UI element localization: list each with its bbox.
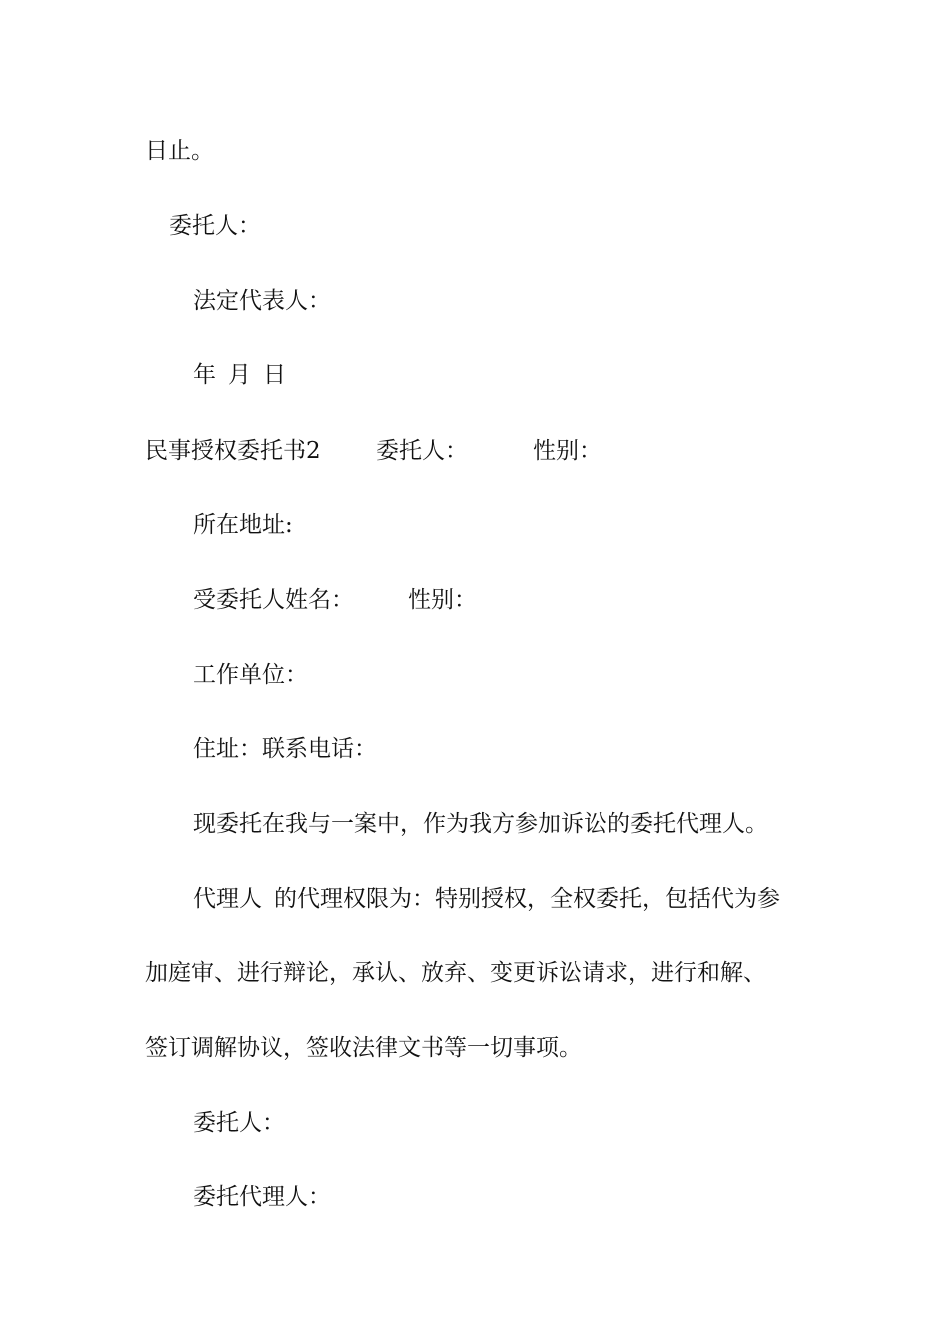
agent-name-label: 受委托人姓名： bbox=[193, 587, 354, 613]
authority-text-2: 加庭审、进行辩论，承认、放弃、变更诉讼请求，进行和解、 bbox=[145, 960, 766, 986]
principal-signature-label: 委托人： bbox=[193, 1110, 285, 1136]
agent-word: 代理人 bbox=[193, 886, 262, 912]
text-line-agent-name bbox=[193, 585, 354, 615]
entrustment-text: 现委托在我与一案中，作为我方参加诉讼的委托代理人。 bbox=[193, 811, 768, 837]
date-month: 月 bbox=[228, 362, 251, 388]
agent-signature-label: 委托代理人： bbox=[193, 1184, 331, 1210]
text-line-residence-phone bbox=[193, 734, 377, 764]
text-line-authority-3 bbox=[145, 1033, 582, 1063]
text-line-principal-signature bbox=[193, 1108, 285, 1138]
document-title: 民事授权委托书2 bbox=[145, 438, 321, 464]
text-line-doc-title bbox=[145, 436, 321, 466]
authority-text-3: 签订调解协议，签收法律文书等一切事项。 bbox=[145, 1035, 582, 1061]
gender-label-2: 性别： bbox=[408, 587, 477, 613]
text-line-gender-2 bbox=[408, 585, 477, 615]
text-line-agent-signature bbox=[193, 1182, 331, 1212]
address-label: 所在地址: bbox=[193, 512, 293, 538]
text-line-date bbox=[193, 360, 286, 390]
gender-label-1: 性别： bbox=[533, 438, 602, 464]
text-line-entrustment bbox=[193, 809, 768, 839]
text-line-address bbox=[193, 510, 293, 540]
principal-label-2: 委托人： bbox=[376, 438, 468, 464]
legal-representative-label: 法定代表人： bbox=[193, 288, 331, 314]
text-line-work-unit bbox=[193, 660, 308, 690]
date-year: 年 bbox=[193, 362, 216, 388]
date-day: 日 bbox=[263, 362, 286, 388]
residence-phone-label: 住址：联系电话： bbox=[193, 736, 377, 762]
authority-text-1: 的代理权限为：特别授权，全权委托，包括代为参 bbox=[274, 886, 780, 912]
text-line-principal bbox=[169, 211, 261, 241]
text-line-gender-1 bbox=[533, 436, 602, 466]
text-line-principal-2 bbox=[376, 436, 468, 466]
text-line-legal-representative bbox=[193, 286, 331, 316]
work-unit-label: 工作单位： bbox=[193, 662, 308, 688]
text-line-authority-2 bbox=[145, 958, 766, 988]
text-line-end-date bbox=[145, 136, 214, 166]
end-date-text: 日止。 bbox=[145, 138, 214, 164]
text-line-authority-1 bbox=[193, 884, 780, 914]
principal-label: 委托人： bbox=[169, 213, 261, 239]
